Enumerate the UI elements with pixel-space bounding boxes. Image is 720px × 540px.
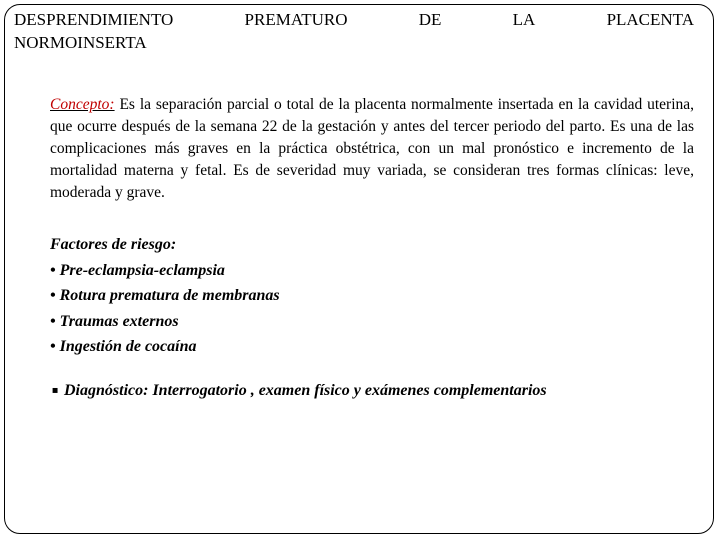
concept-label: Concepto:: [50, 96, 115, 113]
title-word: LA: [512, 10, 536, 29]
diagnosis-line: [46, 380, 706, 402]
diagnosis-text: Diagnóstico: Interrogatorio , examen físico y exámenes complementarios: [64, 382, 547, 399]
risk-factors: [50, 232, 650, 360]
title-word: PREMATURO: [244, 10, 348, 29]
risk-factor-item: • Rotura prematura de membranas: [50, 287, 280, 304]
title-word: DESPRENDIMIENTO: [14, 10, 174, 29]
risk-factor-item: • Ingestión de cocaína: [50, 338, 197, 355]
title-line-1: [14, 8, 694, 31]
risk-factor-item: • Pre-eclampsia-eclampsia: [50, 261, 225, 279]
title-word: DE: [418, 10, 442, 29]
risk-factors-heading: Factores de riesgo:: [50, 236, 177, 253]
concept-paragraph: [50, 94, 694, 204]
title-word: PLACENTA: [606, 10, 694, 29]
risk-factor-item: • Traumas externos: [50, 312, 179, 330]
slide-title: [14, 8, 694, 54]
bullet-icon: ▪: [51, 385, 59, 396]
concept-text: Es la separación parcial o total de la placenta normalmente insertada en la cavidad uterina, que ocurre después de la semana 22 de la gestación y antes del tercer periodo del parto. Es una de las complicaciones más graves en la práctica obstétrica, con un mal pronóstico e incremento de la mortalidad materna y fetal. Es de severidad muy variada, se consideran tres formas clínicas: leve, moderada y grave.: [50, 96, 695, 201]
title-line-2: NORMOINSERTA: [14, 33, 147, 52]
